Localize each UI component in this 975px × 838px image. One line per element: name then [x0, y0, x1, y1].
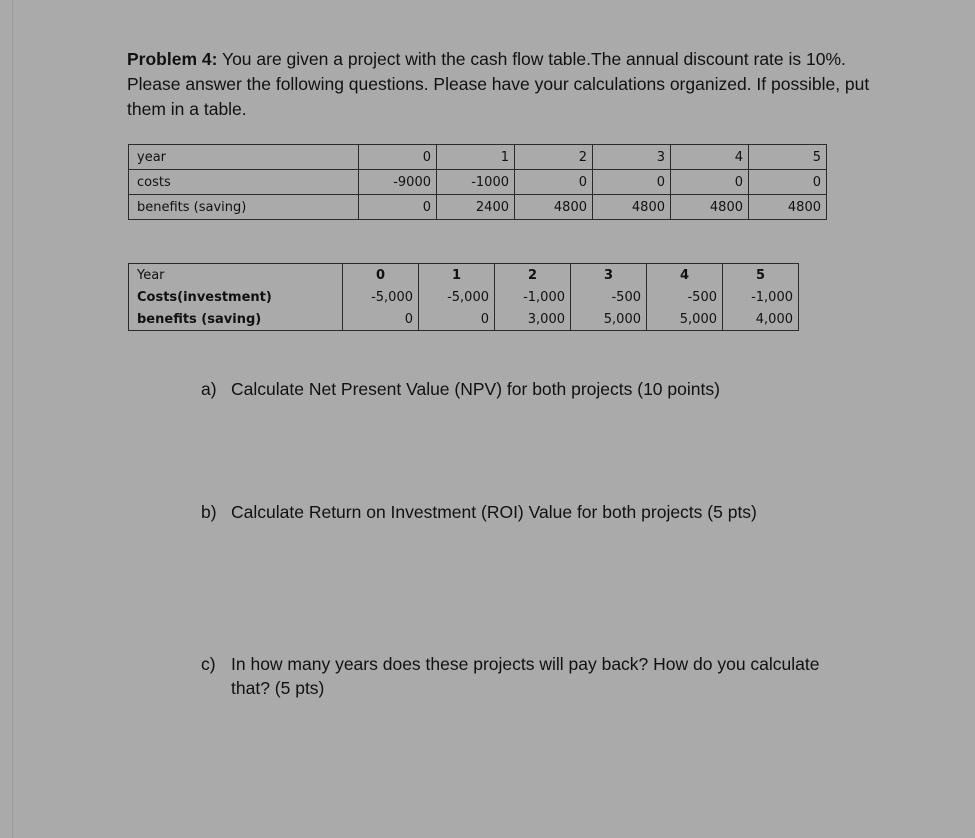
table-row [129, 264, 799, 287]
row-label-costs: costs [129, 170, 359, 195]
cash-flow-table-2 [128, 263, 799, 331]
table-cell: 5,000 [647, 308, 723, 331]
table-cell: 3 [593, 145, 671, 170]
question-c-text: In how many years does these projects will pay back? How do you calculate that? (5 pts) [231, 654, 820, 698]
table-row [129, 170, 827, 195]
table-row [129, 286, 799, 308]
table-cell: 4800 [593, 195, 671, 220]
table-cell: 4 [647, 264, 723, 287]
table-cell: 2400 [437, 195, 515, 220]
table-cell: 0 [343, 264, 419, 287]
table-cell: 4800 [749, 195, 827, 220]
table-cell: -9000 [359, 170, 437, 195]
table-cell: -1,000 [495, 286, 571, 308]
question-b-text: Calculate Return on Investment (ROI) Value for both projects (5 pts) [231, 502, 757, 522]
table-cell: 0 [359, 145, 437, 170]
table-cell: 0 [593, 170, 671, 195]
table-cell: 5 [723, 264, 799, 287]
table-cell: -500 [571, 286, 647, 308]
table-cell: 0 [359, 195, 437, 220]
table-cell: 5,000 [571, 308, 647, 331]
cash-flow-table-1 [128, 144, 827, 220]
table-cell: 1 [437, 145, 515, 170]
table-cell: -1,000 [723, 286, 799, 308]
table-cell: 0 [515, 170, 593, 195]
question-b [201, 500, 841, 524]
row-label-benefits: benefits (saving) [129, 195, 359, 220]
table-cell: -5,000 [419, 286, 495, 308]
problem-heading: Problem 4: [127, 49, 218, 69]
table-cell: 2 [495, 264, 571, 287]
question-c [201, 652, 821, 700]
question-a-letter: a) [201, 379, 217, 399]
table-row [129, 308, 799, 331]
problem-text: You are given a project with the cash flow table.The annual discount rate is 10%. Please answer the following questions. Please have your calculations organized. If possible, put them in a table. [127, 49, 870, 119]
row-label-year: Year [129, 264, 343, 287]
table-cell: 2 [515, 145, 593, 170]
table-cell: -5,000 [343, 286, 419, 308]
table-cell: 0 [343, 308, 419, 331]
table-cell: 5 [749, 145, 827, 170]
question-a-text: Calculate Net Present Value (NPV) for both projects (10 points) [231, 379, 720, 399]
table-cell: 1 [419, 264, 495, 287]
question-a [201, 377, 841, 401]
table-row [129, 195, 827, 220]
problem-statement [127, 47, 887, 122]
table-cell: 0 [671, 170, 749, 195]
table-cell: -500 [647, 286, 723, 308]
page-edge-line [12, 0, 13, 838]
row-label-costs-investment: Costs(investment) [129, 286, 343, 308]
question-b-letter: b) [201, 502, 217, 522]
table-cell: 4 [671, 145, 749, 170]
row-label-year: year [129, 145, 359, 170]
table-cell: 3,000 [495, 308, 571, 331]
table-row [129, 145, 827, 170]
table-cell: 0 [749, 170, 827, 195]
table-cell: 4,000 [723, 308, 799, 331]
table-cell: 4800 [515, 195, 593, 220]
table-cell: 4800 [671, 195, 749, 220]
table-cell: 0 [419, 308, 495, 331]
row-label-benefits: benefits (saving) [129, 308, 343, 331]
table-cell: 3 [571, 264, 647, 287]
table-cell: -1000 [437, 170, 515, 195]
question-c-letter: c) [201, 654, 216, 674]
